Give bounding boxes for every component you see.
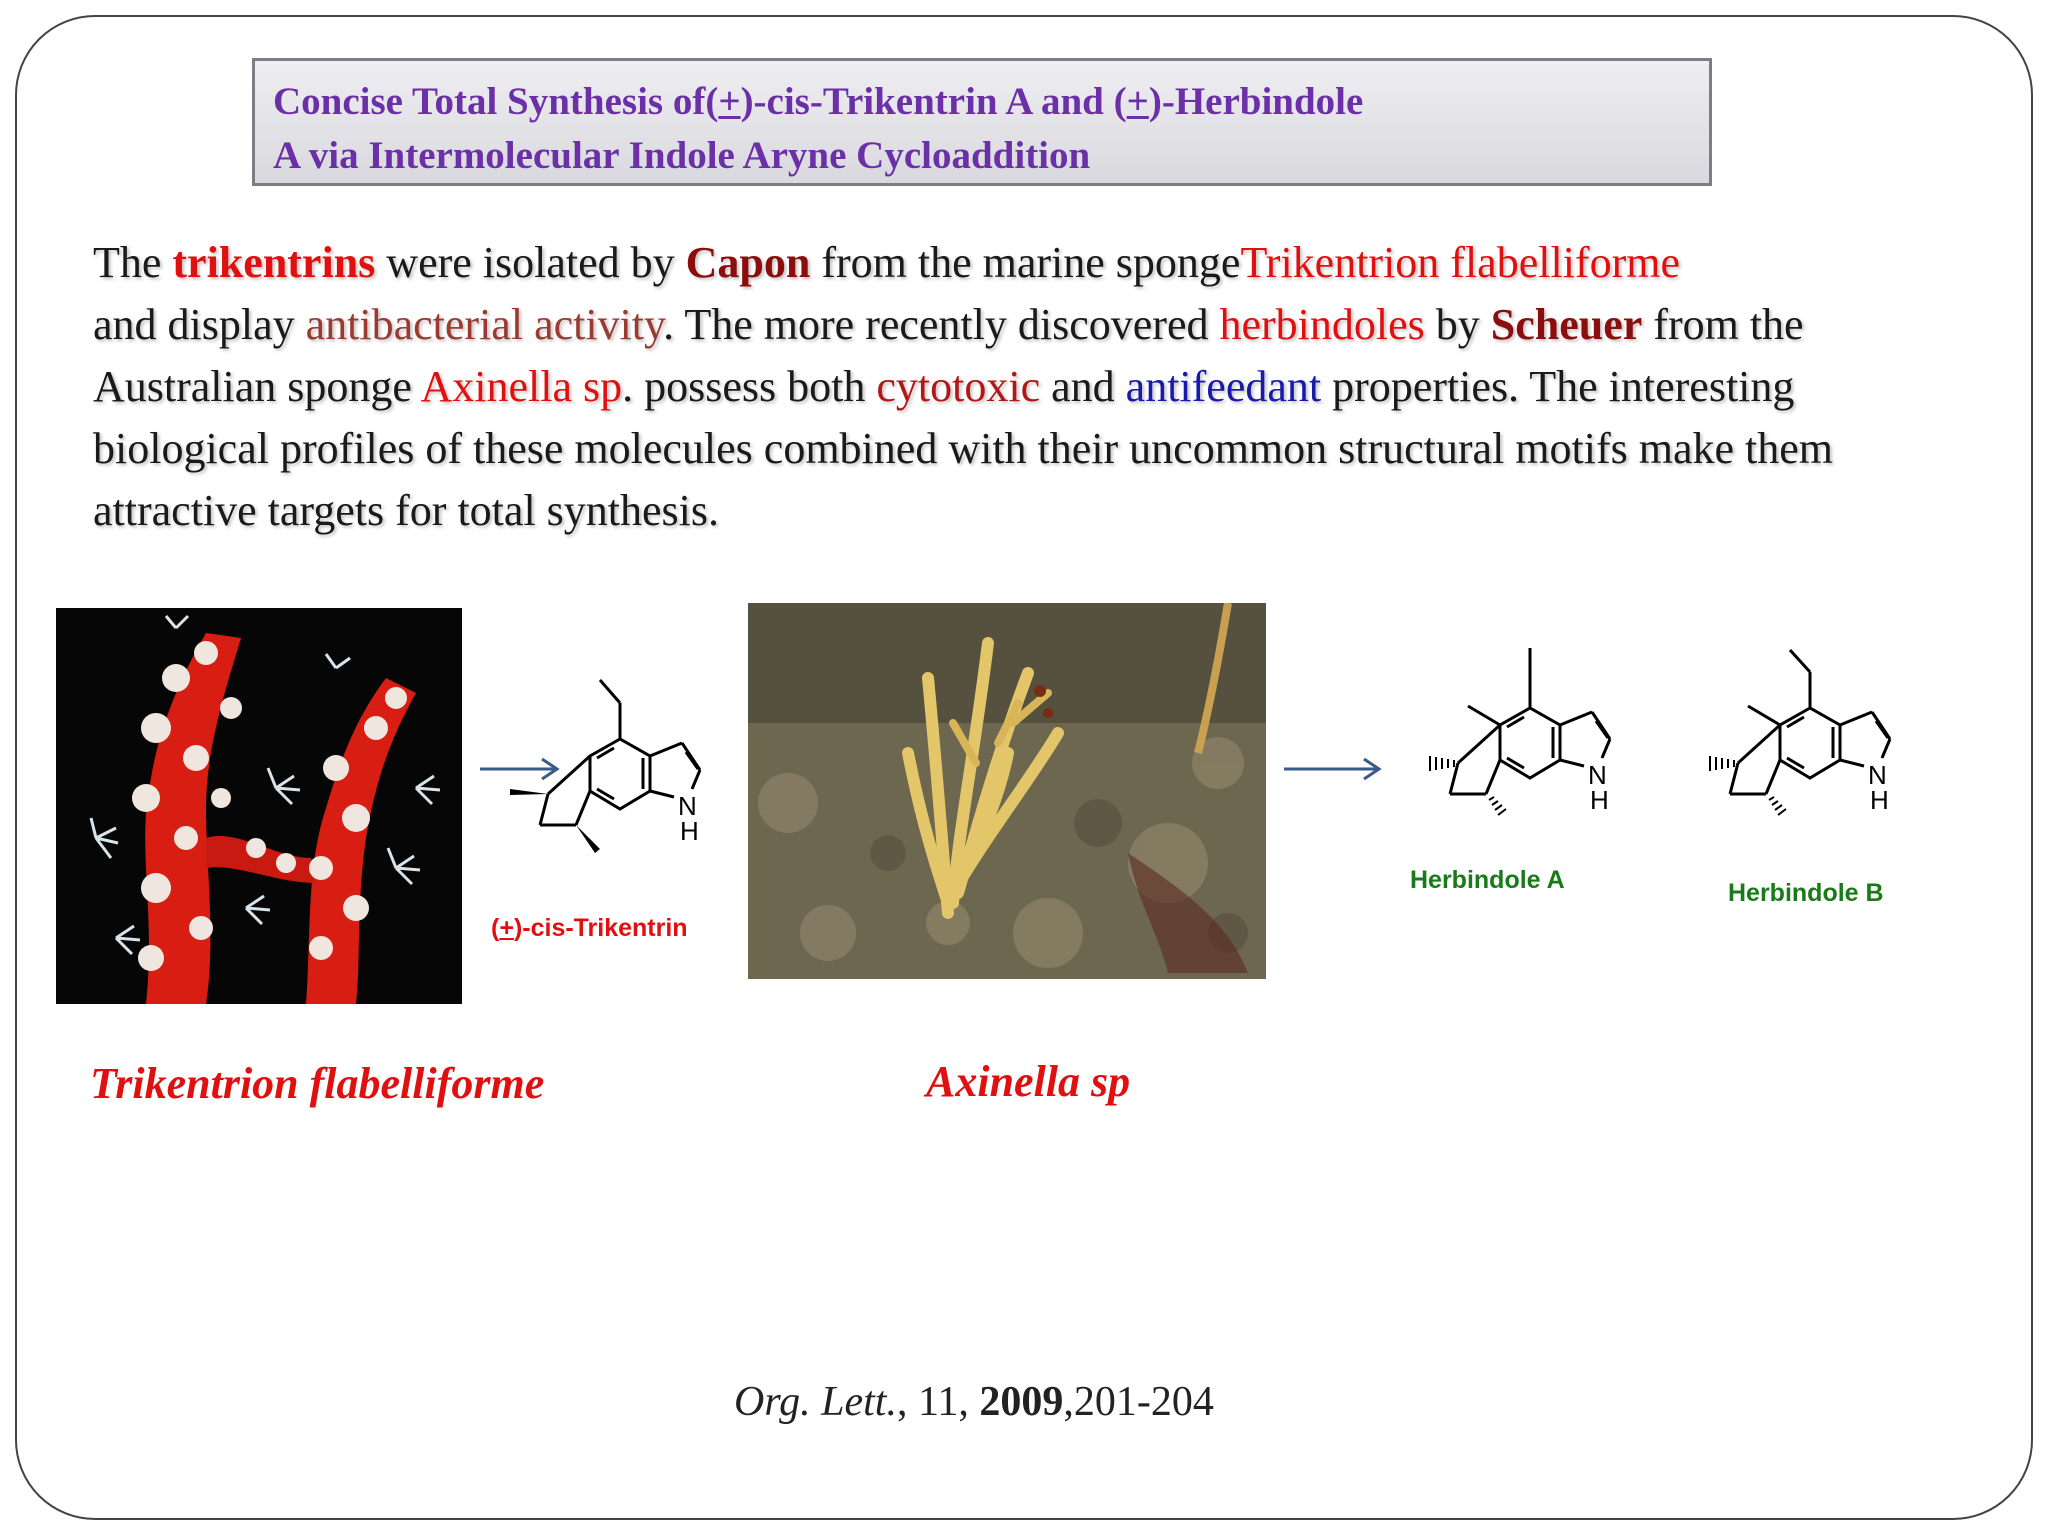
slide-title-box xyxy=(252,58,1712,186)
paragraph-line-3: Australian sponge Axinella sp. possess both cytotoxic and antifeedant properties. The interesting xyxy=(93,362,1795,411)
atom-h-label: H xyxy=(680,816,699,846)
herbindole-b-label: Herbindole B xyxy=(1728,879,1884,907)
trikentrion-photo xyxy=(56,608,462,1004)
title-line-1: Concise Total Synthesis of(+)-cis-Trikentrin A and (+)-Herbindole xyxy=(273,80,1364,123)
paragraph-line-4: biological profiles of these molecules combined with their uncommon structural motifs make them xyxy=(93,424,1834,473)
atom-h-label: H xyxy=(1870,785,1889,815)
arrow-right-icon-2 xyxy=(1282,756,1382,782)
title-line-2: A via Intermolecular Indole Aryne Cycloaddition xyxy=(273,134,1091,177)
atom-h-label: H xyxy=(1590,785,1609,815)
axinella-caption: Axinella sp xyxy=(926,1057,1131,1106)
herbindole-a-structure xyxy=(1410,640,1650,850)
paragraph-line-5: attractive targets for total synthesis. xyxy=(93,486,720,535)
axinella-photo xyxy=(748,603,1266,979)
axinella-illustration xyxy=(748,603,1266,979)
intro-paragraph xyxy=(93,232,1993,542)
atom-n-label: N xyxy=(1588,760,1607,790)
citation: Org. Lett., 11, 2009,201-204 xyxy=(734,1379,1214,1425)
herbindole-b-structure xyxy=(1690,630,1930,855)
paragraph-line-2: and display antibacterial activity. The more recently discovered herbindoles by Scheuer from the xyxy=(93,300,1804,349)
paragraph-line-1: The trikentrins were isolated by Capon from the marine spongeTrikentrion flabelliforme xyxy=(93,238,1680,287)
trikentrion-illustration xyxy=(56,608,462,1004)
atom-n-label: N xyxy=(1868,760,1887,790)
cis-trikentrin-structure xyxy=(500,655,740,860)
trikentrion-caption: Trikentrion flabelliforme xyxy=(90,1059,545,1108)
herbindole-a-label: Herbindole A xyxy=(1410,866,1565,894)
cis-trikentrin-label: (+)-cis-Trikentrin xyxy=(491,914,688,942)
atom-n-label: N xyxy=(678,791,697,821)
